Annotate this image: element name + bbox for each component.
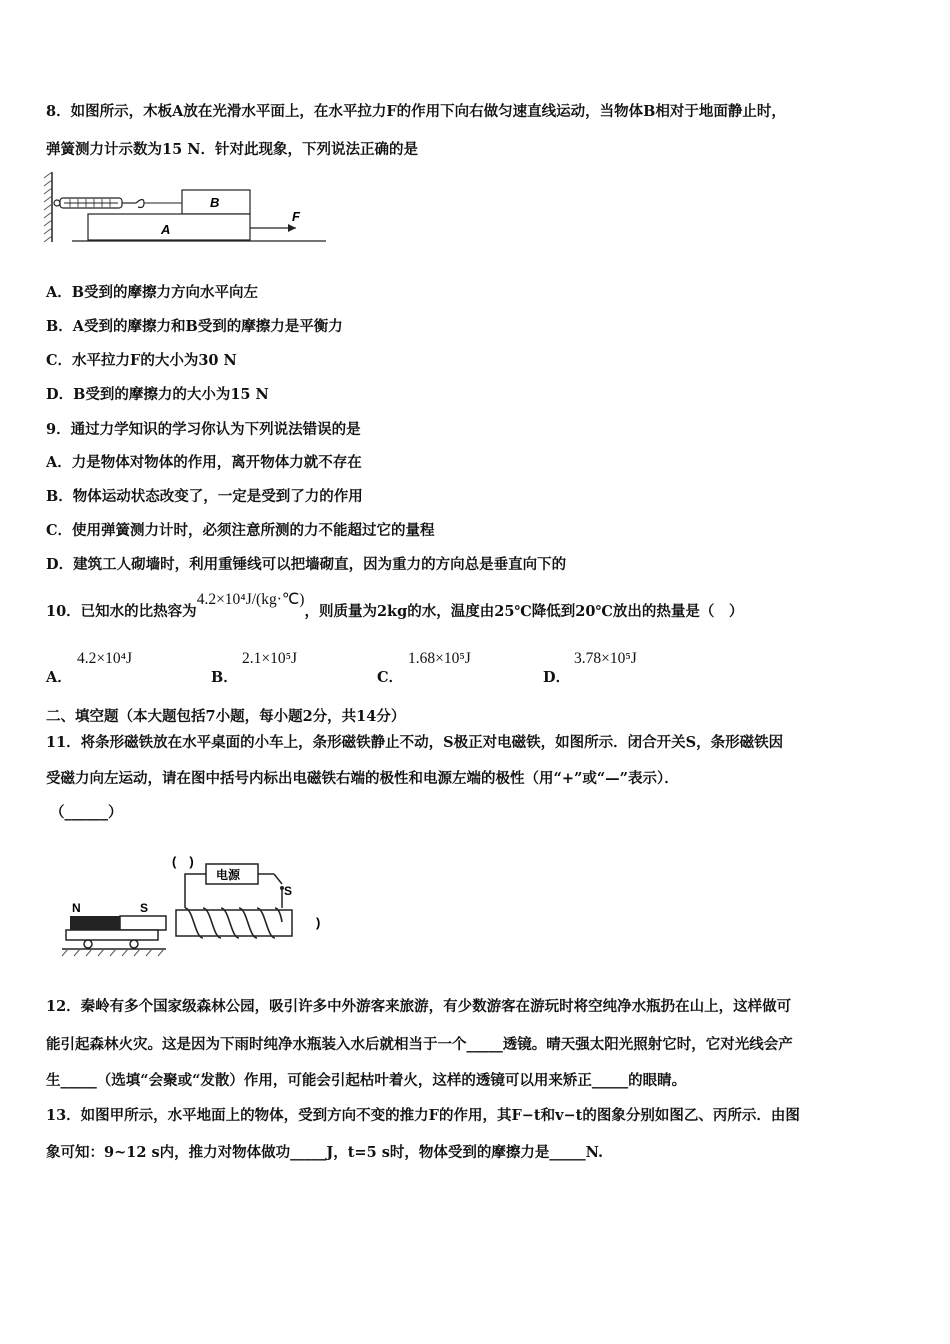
q8-stem-line1: 8．如图所示，木板A放在光滑水平面上，在水平拉力F的作用下向右做匀速直线运动，当物体B相对于地面静止时， xyxy=(46,103,786,120)
q9-option-d: D．建筑工人砌墙时，利用重锤线可以把墙砌直，因为重力的方向总是垂直向下的 xyxy=(46,556,567,573)
q12-stem-line3: 生_____（选填“会聚或“发散）作用，可能会引起枯叶着火，这样的透镜可以用来矫正_____的眼睛。 xyxy=(46,1072,687,1089)
q8-option-d: D．B受到的摩擦力的大小为15 N xyxy=(46,386,269,403)
q12-stem-line2: 能引起森林火灾。这是因为下雨时纯净水瓶装入水后就相当于一个_____透镜。晴天强太阳光照射它时，它对光线会产 xyxy=(46,1036,793,1053)
magnet-s-label: S xyxy=(140,901,149,915)
q12-stem-line1: 12．秦岭有多个国家级森林公园，吸引许多中外游客来旅游，有少数游客在游玩时将空纯净水瓶扔在山上，这样做可 xyxy=(46,998,792,1015)
q8-figure xyxy=(40,168,340,248)
q8-option-c: C．水平拉力F的大小为30 N xyxy=(46,352,237,369)
q9-option-b: B．物体运动状态改变了，一定是受到了力的作用 xyxy=(46,488,363,505)
cart xyxy=(66,930,158,940)
power-source-label: 电源 xyxy=(216,868,241,882)
q10-stem-post: ，则质量为2kg的水，温度由25℃降低到20℃放出的热量是（ ） xyxy=(304,603,744,620)
switch-label: S xyxy=(284,884,293,898)
q11-paren-top: ( ) xyxy=(172,854,194,869)
q10-stem xyxy=(46,591,744,622)
q9-option-a: A．力是物体对物体的作用，离开物体力就不存在 xyxy=(46,454,362,471)
q11-answer-blank: （______） xyxy=(50,804,123,821)
q11-paren-right: ) xyxy=(316,915,321,930)
block-b-label: B xyxy=(210,195,220,210)
q13-stem-line1: 13．如图甲所示，水平地面上的物体，受到方向不变的推力F的作用，其F−t和v−t的图象分别如图乙、丙所示．由图 xyxy=(46,1107,800,1124)
board-a-label: A xyxy=(161,222,171,237)
q11-stem-line1: 11．将条形磁铁放在水平桌面的小车上，条形磁铁静止不动，S极正对电磁铁，如图所示．闭合开关S，条形磁铁因 xyxy=(46,734,784,751)
q11-figure xyxy=(60,852,340,962)
q11-stem-line2: 受磁力向左运动，请在图中括号内标出电磁铁右端的极性和电源左端的极性（用“+”或“—”表示）． xyxy=(46,770,679,787)
q10-stem-pre: 10．已知水的比热容为 xyxy=(46,603,197,620)
q8-option-a: A．B受到的摩擦力方向水平向左 xyxy=(46,284,259,301)
q9-stem: 9．通过力学知识的学习你认为下列说法错误的是 xyxy=(46,421,361,438)
magnet-n-half xyxy=(70,916,120,930)
magnet-n-label: N xyxy=(72,901,81,915)
section2-title: 二、填空题（本大题包括7小题，每小题2分，共14分） xyxy=(46,708,406,725)
magnet-s-half xyxy=(120,916,166,930)
q13-stem-line2: 象可知：9~12 s内，推力对物体做功_____J，t=5 s时，物体受到的摩擦力是_____N. xyxy=(46,1144,604,1161)
q9-option-c: C．使用弹簧测力计时，必须注意所测的力不能超过它的量程 xyxy=(46,522,435,539)
q8-option-b: B．A受到的摩擦力和B受到的摩擦力是平衡力 xyxy=(46,318,343,335)
q10-formula: 4.2×10⁴J/(kg·℃) xyxy=(196,591,305,608)
q8-stem-line2: 弹簧测力计示数为15 N．针对此现象，下列说法正确的是 xyxy=(46,141,418,158)
force-f-label: F xyxy=(292,209,300,224)
